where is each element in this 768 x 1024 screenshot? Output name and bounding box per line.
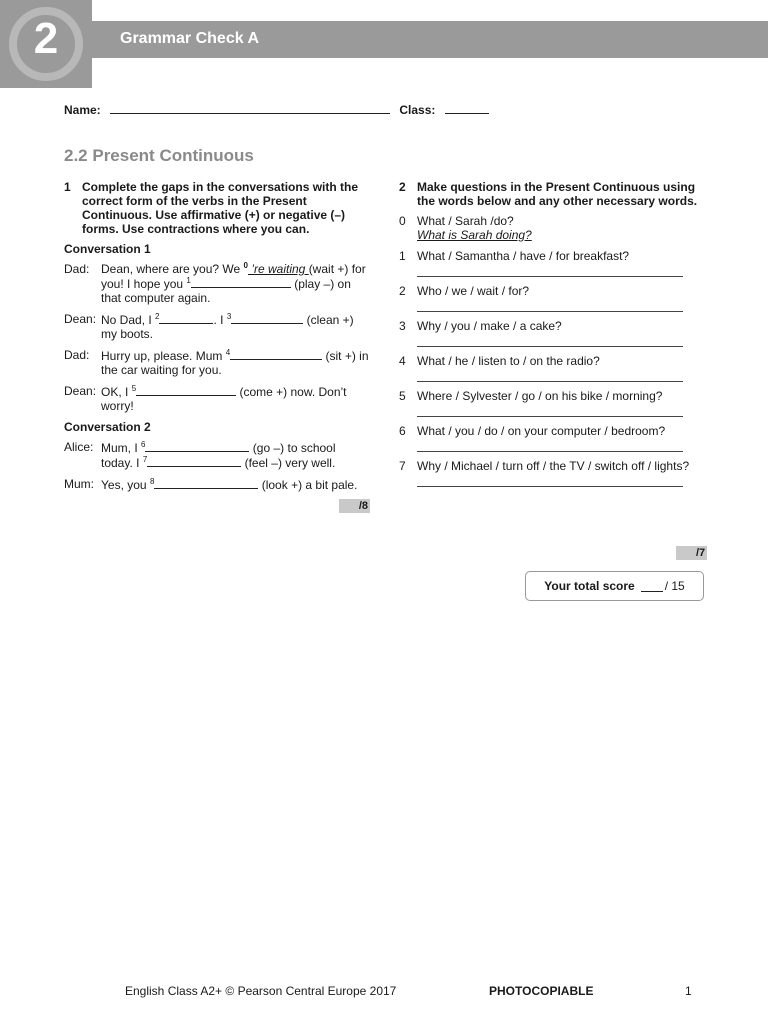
exercise-1-instruction: 1 Complete the gaps in the conversations with the correct form of the verbs in the Present Continuous. Use affirmative (+) or negative (–) forms. Use contractions where you can. <box>64 180 359 236</box>
class-field[interactable] <box>445 103 489 114</box>
question-number: 4 <box>399 354 406 368</box>
footer-photocopiable: PHOTOCOPIABLE <box>489 984 594 998</box>
gap-4[interactable] <box>230 348 322 360</box>
dialogue-line: Mum: Yes, you $^8$ (look +) a bit pale. <box>64 477 358 492</box>
gap-3[interactable] <box>231 312 303 324</box>
name-class-row <box>64 103 489 117</box>
question-prompt: Who / we / wait / for? <box>417 284 530 298</box>
question-item <box>399 319 699 347</box>
page-title: Grammar Check A <box>120 30 260 47</box>
answer-line[interactable] <box>417 298 683 312</box>
total-score-label: Your total score <box>544 579 635 593</box>
footer-copyright: English Class A2+ © Pearson Central Europe 2017 <box>125 984 397 998</box>
dialogue-line: Dean: OK, I $^5$ (come +) now. Don’t worry! <box>64 384 347 413</box>
dialogue-line: Alice: Mum, I $^6$ (go –) to school today. I $^7$ (feel –) very well. <box>64 440 336 470</box>
total-score-box <box>525 571 704 601</box>
unit-badge <box>0 0 92 88</box>
total-score-suffix: / 15 <box>664 579 685 593</box>
header-bar <box>92 21 768 58</box>
question-item <box>399 424 699 452</box>
question-number: 2 <box>399 284 406 298</box>
answer-line[interactable] <box>417 333 683 347</box>
answer-line[interactable] <box>417 368 683 382</box>
question-number: 7 <box>399 459 406 473</box>
question-item <box>399 389 699 417</box>
dialogue-line: Dad: Hurry up, please. Mum $^4$ (sit +) in the car waiting for you. <box>64 348 369 377</box>
question-number: 5 <box>399 389 406 403</box>
exercise-2-instruction: 2 Make questions in the Present Continuous using the words below and any other necessary words. <box>399 180 698 208</box>
dialogue-line: Dad: Dean, where are you? We $^0$ ’re waiting (wait +) for you! I hope you $^1$ (play –) on that computer again. <box>64 261 366 305</box>
gap-2[interactable] <box>159 312 213 324</box>
question-prompt: What / Samantha / have / for breakfast? <box>417 249 630 263</box>
page-number: 1 <box>685 984 692 998</box>
exercise-1 <box>64 180 370 513</box>
question-prompt: Where / Sylvester / go / on his bike / morning? <box>417 389 663 403</box>
question-item <box>399 459 699 487</box>
name-label: Name: <box>64 103 101 117</box>
question-item <box>399 249 699 277</box>
question-prompt: Why / Michael / turn off / the TV / switch off / lights? <box>417 459 690 473</box>
question-number: 3 <box>399 319 406 333</box>
gap-7[interactable] <box>147 455 241 467</box>
question-list <box>399 249 699 487</box>
example-question: 0 What / Sarah /do? What is Sarah doing? <box>399 214 532 242</box>
question-prompt: What / you / do / on your computer / bedroom? <box>417 424 666 438</box>
dialogue-line: Dean: No Dad, I $^2$ . I $^3$ (clean +) my boots. <box>64 312 354 341</box>
section-title: 2.2 Present Continuous <box>64 146 254 165</box>
question-prompt: What / he / listen to / on the radio? <box>417 354 600 368</box>
answer-line[interactable] <box>417 403 683 417</box>
name-field[interactable] <box>110 103 390 114</box>
example-answer: What is Sarah doing? <box>417 228 532 242</box>
exercise-1-score: /8 <box>339 499 370 513</box>
answer-line[interactable] <box>417 438 683 452</box>
conversation-1-title: Conversation 1 <box>64 242 151 256</box>
question-item <box>399 284 699 312</box>
gap-6[interactable] <box>145 440 249 452</box>
conversation-2-title: Conversation 2 <box>64 420 151 434</box>
question-prompt: Why / you / make / a cake? <box>417 319 562 333</box>
answer-line[interactable] <box>417 473 683 487</box>
exercise-2 <box>399 180 699 494</box>
gap-5[interactable] <box>136 384 236 396</box>
example-answer: ’re waiting <box>247 262 309 276</box>
answer-line[interactable] <box>417 263 683 277</box>
unit-number: 2 <box>33 14 59 63</box>
total-score-field[interactable] <box>641 581 663 592</box>
question-item <box>399 354 699 382</box>
exercise-2-score: /7 <box>676 546 707 560</box>
gap-1[interactable] <box>191 276 291 288</box>
class-label: Class: <box>399 103 436 117</box>
gap-8[interactable] <box>154 477 258 489</box>
question-number: 6 <box>399 424 406 438</box>
question-number: 1 <box>399 249 406 263</box>
